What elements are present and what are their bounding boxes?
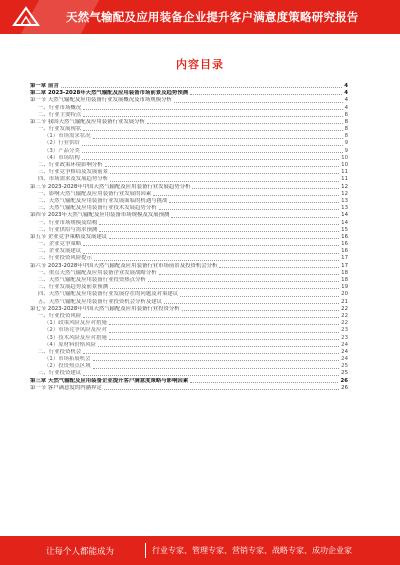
toc-entry[interactable] bbox=[30, 90, 348, 97]
toc-entry-text: 二、行业政策环境影响分析 bbox=[38, 162, 103, 169]
toc-entry[interactable] bbox=[30, 162, 348, 169]
toc-leader-dots bbox=[164, 302, 339, 304]
toc-leader-dots bbox=[147, 122, 343, 124]
toc-leader-dots bbox=[98, 345, 339, 347]
toc-entry[interactable] bbox=[30, 191, 348, 198]
toc-entry-page: 4 bbox=[344, 82, 348, 89]
toc-leader-dots bbox=[169, 201, 339, 203]
toc-entry-page: 17 bbox=[341, 255, 348, 262]
toc-leader-dots bbox=[180, 295, 339, 297]
toc-leader-dots bbox=[104, 388, 339, 390]
toc-leader-dots bbox=[153, 194, 339, 196]
toc-entry-text: （1）市场需求状况 bbox=[44, 133, 91, 140]
toc-entry[interactable] bbox=[30, 227, 348, 234]
toc-entry[interactable] bbox=[30, 327, 348, 334]
toc-entry[interactable] bbox=[30, 284, 348, 291]
toc-entry-text: 二、行业投资机会 bbox=[38, 348, 82, 355]
toc-entry-text: 第二节 我国天然气输配及应用装备行业发展分析 bbox=[30, 118, 145, 125]
footer-slogan: 让每个人都能成为 bbox=[46, 547, 115, 557]
toc-leader-dots bbox=[99, 223, 339, 225]
toc-entry[interactable] bbox=[30, 148, 348, 155]
toc-entry[interactable] bbox=[30, 371, 348, 378]
toc-entry-text: 五、天然气输配及应用装备行业投资机会分析及建议 bbox=[38, 298, 162, 305]
toc-leader-dots bbox=[171, 216, 339, 218]
toc-entry-page: 24 bbox=[341, 341, 348, 348]
toc-entry-text: 第七节 2023-2028年中国天然气输配及应用装备行业投资分析 bbox=[30, 305, 180, 312]
toc-entry-page: 12 bbox=[341, 190, 348, 197]
toc-leader-dots bbox=[93, 137, 343, 139]
toc-leader-dots bbox=[83, 252, 339, 254]
toc-leader-dots bbox=[109, 323, 339, 325]
toc-entry-text: 二、行业供给与需求预测 bbox=[38, 226, 98, 233]
toc-entry-text: 第三章 天然气输配及应用装备企业提升客户满意度策略与影响因素 bbox=[30, 377, 189, 384]
toc-leader-dots bbox=[109, 338, 339, 340]
toc-entry[interactable] bbox=[30, 133, 348, 140]
footer-bar bbox=[0, 536, 400, 565]
toc-entry-page: 9 bbox=[344, 147, 348, 154]
toc-entry[interactable] bbox=[30, 241, 348, 248]
toc-entry[interactable] bbox=[30, 119, 348, 126]
toc-entry[interactable] bbox=[30, 234, 348, 241]
toc-entry-page: 4 bbox=[344, 90, 348, 97]
toc-entry-text: 一、行业市场概况 bbox=[38, 104, 82, 111]
toc-entry-text: （2）市场竞争风险及应对 bbox=[44, 327, 107, 334]
toc-entry-page: 4 bbox=[344, 104, 348, 111]
toc-leader-dots bbox=[82, 144, 343, 146]
report-title: 天然气输配及应用装备企业提升客户满意度策略研究报告 bbox=[66, 10, 359, 24]
toc-entry[interactable] bbox=[30, 205, 348, 212]
toc-entry[interactable] bbox=[30, 349, 348, 356]
toc-entry-text: 第四节 2023年天然气输配及应用装备市场规模及发展预测 bbox=[30, 212, 170, 219]
toc-entry-text: 三、行业竞争格局及发展前景 bbox=[38, 169, 109, 176]
toc-entry-text: 第一节 天然气输配及应用装备行业发展概况及市场规模分析 bbox=[30, 97, 172, 104]
toc-entry[interactable] bbox=[30, 126, 348, 133]
toc-entry-text: 一、企业竞争策略 bbox=[38, 241, 82, 248]
toc-entry[interactable] bbox=[30, 155, 348, 162]
toc-leader-dots bbox=[190, 93, 342, 95]
toc-leader-dots bbox=[182, 309, 339, 311]
toc-leader-dots bbox=[159, 273, 340, 275]
toc-entry-text: 第三节 2023-2028年中国天然气输配及应用装备行业发展趋势分析 bbox=[30, 183, 191, 190]
toc-entry-page: 11 bbox=[341, 176, 348, 183]
toc-entry-text: 四、天然气输配及应用装备行业发展存在的问题及对策建议 bbox=[38, 291, 179, 298]
toc-leader-dots bbox=[83, 115, 342, 117]
toc-entry-page: 21 bbox=[341, 298, 348, 305]
toc-entry-text: （2）行业供给 bbox=[44, 140, 80, 147]
toc-entry[interactable] bbox=[30, 169, 348, 176]
toc-entry-text: 二、天然气输配及应用装备行业投资热点分析 bbox=[38, 277, 146, 284]
toc-leader-dots bbox=[83, 129, 342, 131]
toc-entry-text: 一、行业投资风险 bbox=[38, 312, 82, 319]
toc-entry[interactable] bbox=[30, 363, 348, 370]
toc-entry-page: 13 bbox=[341, 197, 348, 204]
toc-entry-text: 第一节 客户满意度的内涵界定 bbox=[30, 384, 102, 391]
toc-leader-dots bbox=[83, 352, 339, 354]
toc-leader-dots bbox=[174, 101, 343, 103]
toc-entry-page: 8 bbox=[344, 126, 348, 133]
toc-entry[interactable] bbox=[30, 176, 348, 183]
header-bar bbox=[0, 0, 400, 34]
toc-leader-dots bbox=[99, 230, 339, 232]
toc-entry-page: 6 bbox=[344, 111, 348, 118]
toc-entry[interactable] bbox=[30, 320, 348, 327]
toc-leader-dots bbox=[61, 86, 342, 88]
toc-entry-page: 10 bbox=[341, 154, 348, 161]
toc-entry-page: 23 bbox=[341, 327, 348, 334]
toc-entry[interactable] bbox=[30, 263, 348, 270]
toc-leader-dots bbox=[105, 165, 339, 167]
toc-leader-dots bbox=[93, 367, 340, 369]
toc-entry-page: 25 bbox=[341, 370, 348, 377]
toc-entry-page: 8 bbox=[344, 133, 348, 140]
toc-leader-dots bbox=[109, 237, 339, 239]
toc-leader-dots bbox=[83, 316, 339, 318]
toc-leader-dots bbox=[93, 359, 340, 361]
toc-entry-text: （1）市场拓展机会 bbox=[44, 356, 91, 363]
toc-entry-page: 17 bbox=[341, 262, 348, 269]
toc-entry-page: 12 bbox=[341, 183, 348, 190]
toc-entry-page: 15 bbox=[341, 226, 348, 233]
toc-entry-page: 20 bbox=[341, 291, 348, 298]
toc-entry-text: 四、市场需求及发展趋势分析 bbox=[38, 176, 109, 183]
toc-entry-page: 13 bbox=[341, 205, 348, 212]
toc-entry-text: （3）技术风险及应对措施 bbox=[44, 334, 107, 341]
toc-entry[interactable] bbox=[30, 356, 348, 363]
toc-leader-dots bbox=[148, 280, 339, 282]
toc-entry[interactable] bbox=[30, 212, 348, 219]
toc-entry-page: 22 bbox=[341, 312, 348, 319]
toc-leader-dots bbox=[94, 259, 339, 261]
toc-entry-text: （4）原材料价格风险 bbox=[44, 341, 96, 348]
toc-entry-page: 19 bbox=[341, 284, 348, 291]
toc-entry-text: 三、行业投资建议 bbox=[38, 370, 82, 377]
toc-entry-text: 第二章 2023-2028年天然气输配及应用装备市场前景及趋势预测 bbox=[30, 90, 189, 97]
toc-entry-text: 一、影响天然气输配及应用装备行业发展的因素 bbox=[38, 190, 152, 197]
toc-entry[interactable] bbox=[30, 306, 348, 313]
toc-leader-dots bbox=[82, 158, 339, 160]
toc-entry-page: 4 bbox=[344, 97, 348, 104]
toc-entry[interactable] bbox=[30, 270, 348, 277]
toc-entry[interactable] bbox=[30, 291, 348, 298]
toc-entry-page: 22 bbox=[341, 320, 348, 327]
toc-leader-dots bbox=[219, 266, 339, 268]
toc-entry-page: 26 bbox=[340, 377, 348, 384]
toc-leader-dots bbox=[109, 331, 339, 333]
toc-entry-page: 18 bbox=[341, 269, 348, 276]
toc-entry-page: 25 bbox=[341, 363, 348, 370]
toc-leader-dots bbox=[110, 287, 339, 289]
toc-entry-text: 一、重点天然气输配及应用装备企业发展战略分析 bbox=[38, 269, 157, 276]
toc-list bbox=[30, 83, 348, 392]
toc-entry-page: 18 bbox=[341, 277, 348, 284]
toc-entry-page: 14 bbox=[341, 212, 348, 219]
toc-entry[interactable] bbox=[30, 378, 348, 385]
toc-entry-page: 16 bbox=[341, 233, 348, 240]
toc-leader-dots bbox=[190, 381, 338, 383]
toc-entry[interactable] bbox=[30, 198, 348, 205]
toc-entry-text: 二、企业发展建议 bbox=[38, 248, 82, 255]
toc-entry-page: 16 bbox=[341, 241, 348, 248]
toc-entry[interactable] bbox=[30, 277, 348, 284]
toc-entry[interactable] bbox=[30, 141, 348, 148]
toc-leader-dots bbox=[110, 172, 339, 174]
toc-entry-page: 11 bbox=[341, 169, 348, 176]
toc-entry-text: 第六节 2023-2028年中国天然气输配及应用装备行业市场前景及投资机会分析 bbox=[30, 262, 218, 269]
toc-entry-page: 26 bbox=[341, 384, 348, 391]
toc-leader-dots bbox=[83, 374, 339, 376]
toc-entry-text: 一、行业市场规模及结构 bbox=[38, 219, 98, 226]
toc-leader-dots bbox=[83, 244, 339, 246]
toc-entry-page: 14 bbox=[341, 219, 348, 226]
toc-entry-text: 二、天然气输配及应用装备行业发展面临的机遇与挑战 bbox=[38, 197, 168, 204]
toc-entry-page: 24 bbox=[341, 356, 348, 363]
toc-entry-text: 三、行业投资风险提示 bbox=[38, 255, 92, 262]
toc-entry[interactable] bbox=[30, 256, 348, 263]
footer-divider bbox=[145, 543, 146, 558]
toc-leader-dots bbox=[82, 151, 343, 153]
toc-entry-page: 24 bbox=[341, 348, 348, 355]
toc-leader-dots bbox=[192, 187, 339, 189]
toc-entry[interactable] bbox=[30, 105, 348, 112]
toc-leader-dots bbox=[110, 180, 339, 182]
toc-entry-text: （2）投资热点区域 bbox=[44, 363, 91, 370]
toc-leader-dots bbox=[83, 108, 342, 110]
toc-entry-page: 9 bbox=[344, 140, 348, 147]
toc-entry[interactable] bbox=[30, 335, 348, 342]
toc-entry-page: 8 bbox=[344, 118, 348, 125]
toc-entry[interactable] bbox=[30, 342, 348, 349]
toc-heading: 内容目录 bbox=[176, 58, 224, 71]
toc-entry-text: 三、天然气输配及应用装备行业技术发展趋势分析 bbox=[38, 205, 157, 212]
toc-entry-text: （3）产品分类 bbox=[44, 147, 80, 154]
toc-entry-page: 22 bbox=[341, 305, 348, 312]
toc-entry[interactable] bbox=[30, 97, 348, 104]
toc-entry-text: 三、行业发展趋势及前景预测 bbox=[38, 284, 109, 291]
toc-entry-text: （1）政策风险及应对措施 bbox=[44, 320, 107, 327]
toc-entry[interactable] bbox=[30, 83, 348, 90]
toc-entry[interactable] bbox=[30, 184, 348, 191]
toc-entry-text: 二、行业主要特点 bbox=[38, 111, 82, 118]
toc-entry[interactable] bbox=[30, 248, 348, 255]
toc-entry[interactable] bbox=[30, 220, 348, 227]
toc-entry-page: 16 bbox=[341, 248, 348, 255]
toc-entry-text: 一、行业发展现状 bbox=[38, 126, 82, 133]
toc-entry-text: （4）市场结构 bbox=[44, 154, 80, 161]
toc-entry[interactable] bbox=[30, 299, 348, 306]
footer-tags: 行业专家、管理专家、营销专家、战略专家、成功企业家 bbox=[152, 546, 352, 555]
toc-entry[interactable] bbox=[30, 112, 348, 119]
toc-entry[interactable] bbox=[30, 313, 348, 320]
toc-entry-page: 10 bbox=[341, 162, 348, 169]
toc-entry-page: 23 bbox=[341, 334, 348, 341]
logo-icon bbox=[12, 5, 40, 29]
toc-entry-text: 第五节 企业竞争策略及发展建议 bbox=[30, 233, 108, 240]
toc-leader-dots bbox=[159, 208, 340, 210]
toc-entry-text: 第一章 前言 bbox=[30, 82, 59, 89]
toc-entry[interactable] bbox=[30, 385, 348, 392]
